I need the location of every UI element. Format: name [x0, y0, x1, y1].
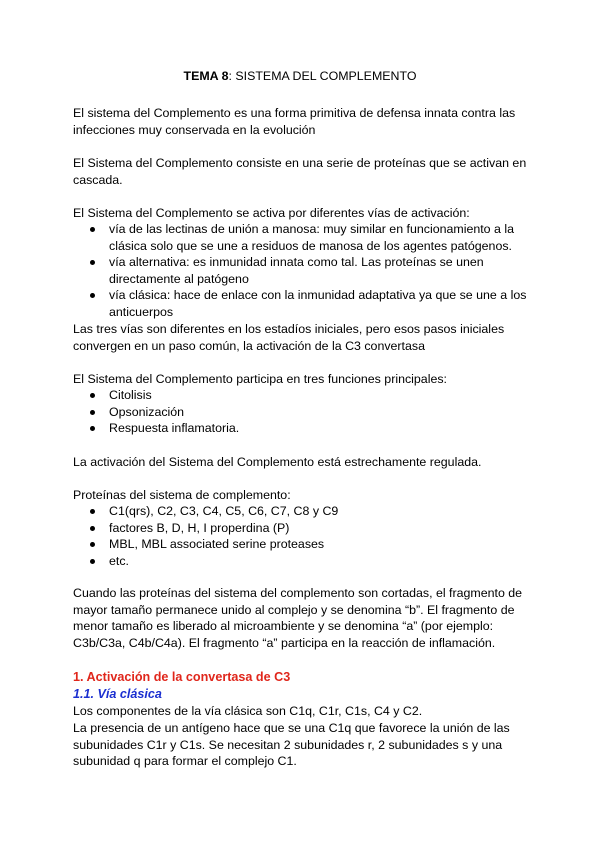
- vias-list: [73, 221, 533, 321]
- paragraph-cascade: El Sistema del Complemento consiste en una serie de proteínas que se activan en cascada.: [73, 156, 527, 187]
- title-number: TEMA 8: [183, 69, 229, 83]
- paragraph-antigen: La presencia de un antígeno hace que se una C1q que favorece la unión de las subunidades C1r y C1s. Se necesitan 2 subunidades r, 2 subunidades s y una subunidad q para formar el complejo C1.: [73, 721, 510, 769]
- section-heading: 1. Activación de la convertasa de C3: [73, 670, 291, 684]
- proteins-list: [73, 503, 533, 569]
- functions-list: [73, 387, 533, 437]
- list-item: vía alternativa: es inmunidad innata como tal. Las proteínas se unen directamente al patógeno: [73, 254, 533, 287]
- paragraph-fragments: Cuando las proteínas del sistema del complemento son cortadas, el fragmento de mayor tamaño permanece unido al complejo y se denomina “b”. El fragmento de menor tamaño es liberado al microambiente y se denomina “a” (por ejemplo: C3b/C3a, C4b/C4a). El fragmento “a” participa en la reacción de inflamación.: [73, 586, 523, 650]
- section-subheading: 1.1. Vía clásica: [73, 687, 162, 701]
- paragraph-functions: El Sistema del Complemento participa en tres funciones principales:: [73, 372, 447, 386]
- list-item: MBL, MBL associated serine proteases: [73, 536, 533, 553]
- paragraph-convergence: Las tres vías son diferentes en los estadíos iniciales, pero esos pasos iniciales convergen en un paso común, la activación de la C3 convertasa: [73, 322, 505, 353]
- paragraph-activation: El Sistema del Complemento se activa por diferentes vías de activación:: [73, 206, 470, 220]
- paragraph-components: Los componentes de la vía clásica son C1q, C1r, C1s, C4 y C2.: [73, 704, 423, 718]
- title-text: : SISTEMA DEL COMPLEMENTO: [228, 69, 417, 83]
- list-item: Opsonización: [73, 404, 533, 421]
- list-item: vía clásica: hace de enlace con la inmunidad adaptativa ya que se une a los anticuerpos: [73, 287, 533, 320]
- list-item: factores B, D, H, I properdina (P): [73, 520, 533, 537]
- paragraph-intro: El sistema del Complemento es una forma primitiva de defensa innata contra las infecciones muy conservada en la evolución: [73, 106, 516, 137]
- paragraph-regulation: La activación del Sistema del Complemento está estrechamente regulada.: [73, 455, 482, 469]
- list-item: Respuesta inflamatoria.: [73, 420, 533, 437]
- list-item: C1(qrs), C2, C3, C4, C5, C6, C7, C8 y C9: [73, 503, 533, 520]
- list-item: etc.: [73, 553, 533, 570]
- list-item: vía de las lectinas de unión a manosa: muy similar en funcionamiento a la clásica solo que se une a residuos de manosa de los agentes patógenos.: [73, 221, 533, 254]
- list-item: Citolisis: [73, 387, 533, 404]
- page-title: [0, 68, 600, 85]
- paragraph-proteins: Proteínas del sistema de complemento:: [73, 488, 291, 502]
